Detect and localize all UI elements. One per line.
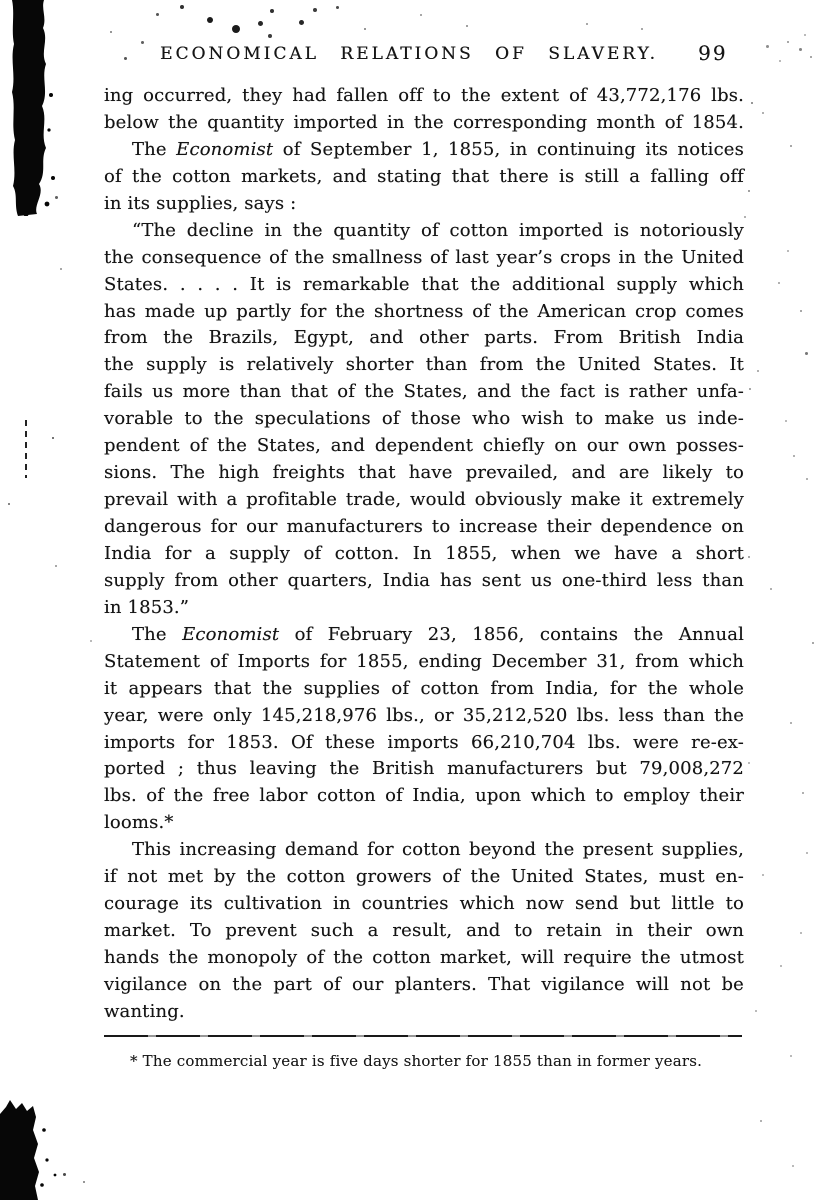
ink-speck <box>792 1165 794 1167</box>
ink-speck <box>810 56 812 58</box>
body-line <box>104 379 744 406</box>
body-line <box>104 83 744 110</box>
ink-speck <box>748 556 750 558</box>
margin-scratch-mark <box>25 420 27 478</box>
text-run: below the quantity imported in the corresponding month of 1854. <box>104 111 744 133</box>
text-run: year, were only 145,218,976 lbs., or 35,212,520 lbs. less than the <box>104 704 744 726</box>
body-line <box>104 972 744 999</box>
ink-speck <box>586 23 588 25</box>
ink-speck <box>8 503 10 505</box>
ink-speck <box>55 565 57 567</box>
ink-speck <box>800 932 802 934</box>
text-run: prevail with a profitable trade, would obviously make it extremely <box>104 489 744 511</box>
ink-speck <box>778 282 780 284</box>
body-line <box>104 568 744 595</box>
footnote-divider <box>104 1035 742 1037</box>
ink-speck <box>748 762 750 764</box>
ink-speck <box>83 1181 85 1183</box>
body-line <box>104 622 744 649</box>
text-run: vorable to the speculations of those who wish to make us inde- <box>104 408 744 430</box>
body-line <box>104 514 744 541</box>
text-run: looms.* <box>104 812 174 834</box>
ink-speck <box>207 17 213 23</box>
text-run: if not met by the cotton growers of the United States, must en- <box>104 866 744 888</box>
ink-blotch-bottom-left <box>0 1100 70 1200</box>
ink-speck <box>52 437 54 439</box>
ink-speck <box>812 642 814 644</box>
ink-speck <box>299 20 304 25</box>
ink-speck <box>762 112 764 114</box>
body-line <box>104 730 744 757</box>
ink-speck <box>805 352 808 355</box>
body-line <box>104 460 744 487</box>
body-line <box>104 487 744 514</box>
text-run: The <box>132 138 177 160</box>
body-line <box>104 945 744 972</box>
text-run: market. To prevent such a result, and to retain in their own <box>104 920 744 942</box>
footnote-text: * The commercial year is five days shorter for 1855 than in former years. <box>130 1052 703 1070</box>
ink-speck <box>790 145 792 147</box>
ink-speck <box>790 1055 792 1057</box>
ink-speck <box>270 9 274 13</box>
text-run: imports for 1853. Of these imports 66,210,704 lbs. were re-ex- <box>104 731 744 753</box>
ink-speck <box>420 14 422 16</box>
body-line <box>104 110 744 137</box>
ink-speck <box>466 25 468 27</box>
ink-speck <box>336 6 339 9</box>
ink-speck <box>749 388 751 390</box>
ink-speck <box>757 370 759 372</box>
body-line <box>104 406 744 433</box>
text-run: The <box>132 623 183 645</box>
ink-speck <box>60 268 62 270</box>
body-line <box>104 137 744 164</box>
text-run: dangerous for our manufacturers to increase their dependence on <box>104 516 744 537</box>
body-line <box>104 676 744 703</box>
ink-speck <box>760 1120 762 1122</box>
body-line <box>104 164 744 191</box>
ink-speck <box>63 1173 66 1176</box>
ink-speck <box>156 13 159 16</box>
ink-speck <box>806 478 808 480</box>
body-line <box>104 352 744 379</box>
ink-speck <box>787 41 789 43</box>
ink-speck <box>785 420 787 422</box>
ink-speck <box>793 455 795 457</box>
body-line <box>104 595 744 622</box>
ink-speck <box>806 852 808 854</box>
ink-speck <box>364 28 366 30</box>
ink-speck <box>780 965 782 967</box>
ink-speck <box>802 792 804 794</box>
body-line <box>104 218 744 245</box>
text-run: ported ; thus leaving the British manufacturers but 79,008,272 <box>104 758 744 780</box>
ink-speck <box>641 28 643 30</box>
body-line <box>104 999 744 1026</box>
page-body-text <box>104 83 744 1026</box>
ink-speck <box>124 57 127 60</box>
body-line <box>104 864 744 891</box>
ink-speck <box>313 8 317 12</box>
body-line <box>104 756 744 783</box>
text-run: the supply is relatively shorter than from the United States. It <box>104 354 744 376</box>
text-run: of September 1, 1855, in continuing its notices <box>273 138 744 160</box>
ink-speck <box>790 722 792 724</box>
running-header-title: ECONOMICAL RELATIONS OF SLAVERY. <box>160 44 658 64</box>
text-run: lbs. of the free labor cotton of India, upon which to employ their <box>104 785 744 807</box>
text-run: it appears that the supplies of cotton from India, for the whole <box>104 677 744 699</box>
text-run: States. . . . . It is remarkable that the additional supply which <box>104 273 744 295</box>
text-run: pendent of the States, and dependent chiefly on our own posses- <box>104 435 744 457</box>
text-run: “The decline in the quantity of cotton imported is notoriously <box>132 219 744 241</box>
text-run: wanting. <box>104 1000 185 1022</box>
text-run: courage its cultivation in countries which now send but little to <box>104 893 744 915</box>
text-run: vigilance on the part of our planters. That vigilance will not be <box>104 973 744 995</box>
text-run: Statement of Imports for 1855, ending December 31, from which <box>104 650 744 672</box>
body-line <box>104 191 744 218</box>
body-line <box>104 272 744 299</box>
ink-speck <box>268 34 272 38</box>
body-line <box>104 703 744 730</box>
text-run: of February 23, 1856, contains the Annual <box>279 623 744 645</box>
ink-speck <box>755 1010 757 1012</box>
text-run: from the Brazils, Egypt, and other parts. From British India <box>104 327 744 349</box>
ink-speck <box>141 41 144 44</box>
text-run: fails us more than that of the States, and the fact is rather unfa- <box>104 381 744 403</box>
ink-speck <box>770 588 772 590</box>
body-line <box>104 891 744 918</box>
text-run: in 1853.” <box>104 596 190 618</box>
text-run: hands the monopoly of the cotton market, will require the utmost <box>104 947 744 968</box>
body-line <box>104 810 744 837</box>
body-line <box>104 433 744 460</box>
italic-text: Economist <box>176 138 274 160</box>
ink-speck <box>180 5 184 9</box>
ink-speck <box>744 216 746 218</box>
text-run: the consequence of the smallness of last year’s crops in the United <box>104 246 744 268</box>
ink-speck <box>110 31 112 33</box>
text-run: supply from other quarters, India has sent us one-third less than <box>104 569 744 591</box>
ink-speck <box>779 60 781 62</box>
footnote <box>104 1051 744 1071</box>
page-number: 99 <box>698 41 728 65</box>
ink-speck <box>804 34 806 36</box>
ink-speck <box>748 190 750 192</box>
text-run: has made up partly for the shortness of the American crop comes <box>104 300 744 322</box>
ink-speck <box>90 640 92 642</box>
text-run: sions. The high freights that have prevailed, and are likely to <box>104 462 744 484</box>
body-line <box>104 649 744 676</box>
body-line <box>104 541 744 568</box>
text-run: This increasing demand for cotton beyond the present supplies, <box>132 839 744 861</box>
body-line <box>104 299 744 326</box>
ink-speck <box>787 250 789 252</box>
ink-speck <box>55 196 58 199</box>
ink-speck <box>258 21 263 26</box>
italic-text: Economist <box>182 623 280 645</box>
body-line <box>104 325 744 352</box>
ink-speck <box>232 25 240 33</box>
ink-blotch-top-left <box>4 0 64 216</box>
text-run: ing occurred, they had fallen off to the extent of 43,772,176 lbs. <box>104 85 744 106</box>
ink-speck <box>799 48 802 51</box>
text-run: in its supplies, says : <box>104 192 297 214</box>
ink-speck <box>751 102 753 104</box>
body-line <box>104 783 744 810</box>
body-line <box>104 837 744 864</box>
ink-speck <box>762 874 764 876</box>
text-run: of the cotton markets, and stating that there is still a falling off <box>104 165 744 187</box>
ink-speck <box>766 45 769 48</box>
body-line <box>104 918 744 945</box>
ink-speck <box>800 310 802 312</box>
body-line <box>104 245 744 272</box>
text-run: India for a supply of cotton. In 1855, when we have a short <box>104 542 744 564</box>
